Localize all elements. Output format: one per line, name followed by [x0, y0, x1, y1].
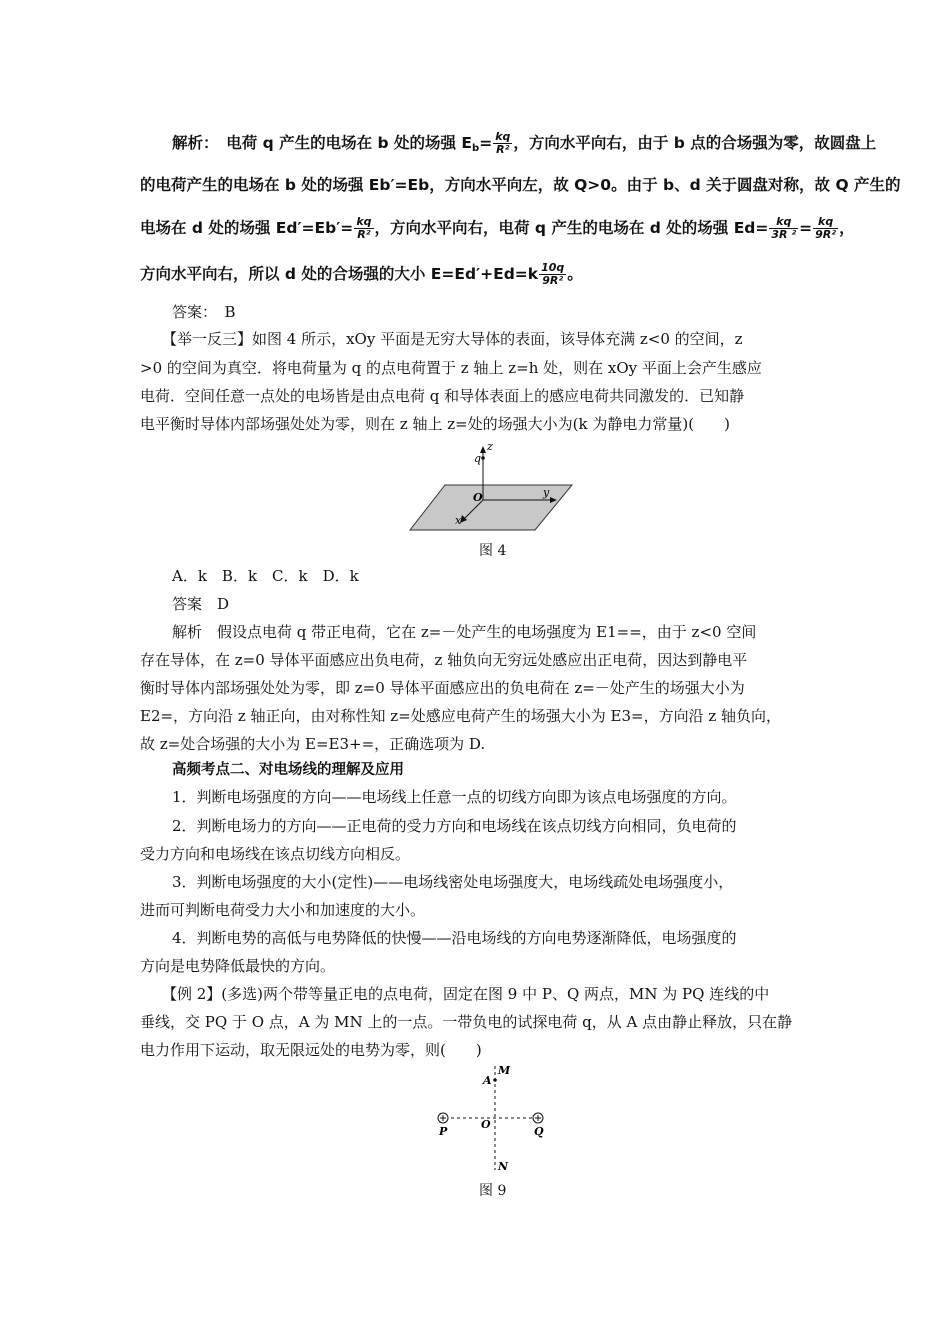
- example3-line3: 电荷．空间任意一点处的电场皆是由点电荷 q 和导体表面上的感应电荷共同激发的．已知静: [140, 387, 745, 405]
- point-a-dot: [493, 1078, 497, 1082]
- answer-2: 答案 D: [172, 595, 230, 613]
- fraction-kq-9r2: $\frac{kq}{\text{9R²}}$: [815, 215, 837, 241]
- solution2-line4: E2=，方向沿 z 轴正向，由对称性知 z=处感应电荷产生的场强大小为 E3=，方向沿 z 轴负向，: [140, 707, 782, 725]
- fraction-10q-9r2: $\frac{10q}{\text{9R²}}$: [541, 261, 565, 287]
- label-x: x: [455, 514, 462, 527]
- label-q: q: [474, 452, 482, 465]
- point-1: 1．判断电场强度的方向——电场线上任意一点的切线方向即为该点电场强度的方向。: [172, 788, 737, 806]
- point-3-line2: 进而可判断电荷受力大小和加速度的大小。: [140, 901, 426, 919]
- solution1-text-d: ，方向水平向右，由于 b 点的合场强为零，故圆盘上: [513, 134, 877, 152]
- label-q: Q: [534, 1125, 544, 1138]
- label-m: M: [498, 1064, 511, 1077]
- figure-4-caption: 图 4: [479, 543, 507, 559]
- label-a: A: [483, 1074, 492, 1087]
- solution1-line1: [172, 131, 876, 160]
- solution1-text-a: 解析： 电荷 q 产生的电场在 b 处的场强 E: [172, 134, 473, 152]
- point-charge-q: [481, 456, 485, 460]
- fraction-kq-r2-2: $\frac{kq}{\text{R²}}$: [356, 215, 372, 241]
- example2-line3: 电力作用下运动，取无限远处的电势为零，则( ): [140, 1041, 482, 1059]
- label-p: P: [439, 1125, 448, 1138]
- example3-line1: 【举一反三】如图 4 所示，xOy 平面是无穷大导体的表面，该导体充满 z<0 的空间，z: [162, 330, 743, 348]
- label-o: O: [481, 1118, 491, 1131]
- example2-line1: 【例 2】(多选)两个带等量正电的点电荷，固定在图 9 中 P、Q 两点，MN 为 PQ 连线的中: [162, 985, 770, 1003]
- label-y: y: [543, 486, 550, 499]
- label-n: N: [498, 1160, 509, 1173]
- label-o: O: [473, 491, 483, 504]
- figure-9-caption: 图 9: [479, 1183, 507, 1199]
- solution1-line3: 电场在 d 处的场强 Ed′=Eb′= $\frac{kq}{\text{R²}}$ ，方向水平向右，电荷 q 产生的电场在 d 处的场强 Ed= $\frac{kq}{\text{3R ²}}$ = $\frac{kq}{\text{9R²}}$ ，: [140, 215, 855, 241]
- figure-4-diagram: [405, 440, 580, 535]
- solution2-line1: 解析 假设点电荷 q 带正电荷，它在 z=－处产生的电场强度为 E1==，由于 z<0 空间: [172, 623, 757, 641]
- point-4-line2: 方向是电势降低最快的方向。: [140, 957, 336, 975]
- solution1-sub-b: b: [472, 143, 480, 154]
- solution2-line2: 存在导体，在 z=0 导体平面感应出负电荷，z 轴负向无穷远处感应出正电荷，因达到静电平: [140, 651, 748, 669]
- example3-line4: 电平衡时导体内部场强处处为零，则在 z 轴上 z=处的场强大小为(k 为静电力常量)( ): [140, 415, 730, 433]
- point-3-line1: 3．判断电场强度的大小(定性)——电场线密处电场强度大，电场线疏处电场强度小，: [172, 873, 734, 891]
- solution1-eq: =: [479, 134, 493, 152]
- fraction-kq-3r: $\frac{kq}{\text{3R ²}}$: [771, 215, 797, 241]
- answer-1: 答案： B: [172, 303, 236, 321]
- fraction-kq-r2: $\frac{kq}{\text{R²}}$: [495, 130, 511, 156]
- solution1-line2: 的电荷产生的电场在 b 处的场强 Eb′=Eb，方向水平向左，故 Q>0。由于 b、d 关于圆盘对称，故 Q 产生的: [140, 176, 901, 194]
- section-heading: 高频考点二、对电场线的理解及应用: [172, 762, 404, 778]
- example2-line2: 垂线，交 PQ 于 O 点，A 为 MN 上的一点。一带负电的试探电荷 q，从 A 点由静止释放，只在静: [140, 1013, 793, 1031]
- solution1-line4: 方向水平向右，所以 d 处的合场强的大小 E=Ed′+Ed=k $\frac{10q}{\text{9R²}}$ 。: [140, 261, 583, 287]
- solution2-line5: 故 z=处合场强的大小为 E=E3+=，正确选项为 D.: [140, 735, 486, 753]
- example3-line2: >0 的空间为真空．将电荷量为 q 的点电荷置于 z 轴上 z=h 处，则在 xOy 平面上会产生感应: [140, 359, 762, 377]
- point-4-line1: 4．判断电势的高低与电势降低的快慢——沿电场线的方向电势逐渐降低，电场强度的: [172, 929, 737, 947]
- point-2-line2: 受力方向和电场线在该点切线方向相反。: [140, 845, 411, 863]
- solution2-line3: 衡时导体内部场强处处为零，即 z=0 导体平面感应出的负电荷在 z=－处产生的场强大小为: [140, 679, 745, 697]
- label-z: z: [487, 440, 493, 453]
- options-line: A．k B．k C．k D．k: [172, 567, 359, 585]
- point-2-line1: 2．判断电场力的方向——正电荷的受力方向和电场线在该点切线方向相同，负电荷的: [172, 817, 737, 835]
- figure-9-diagram: [425, 1062, 555, 1174]
